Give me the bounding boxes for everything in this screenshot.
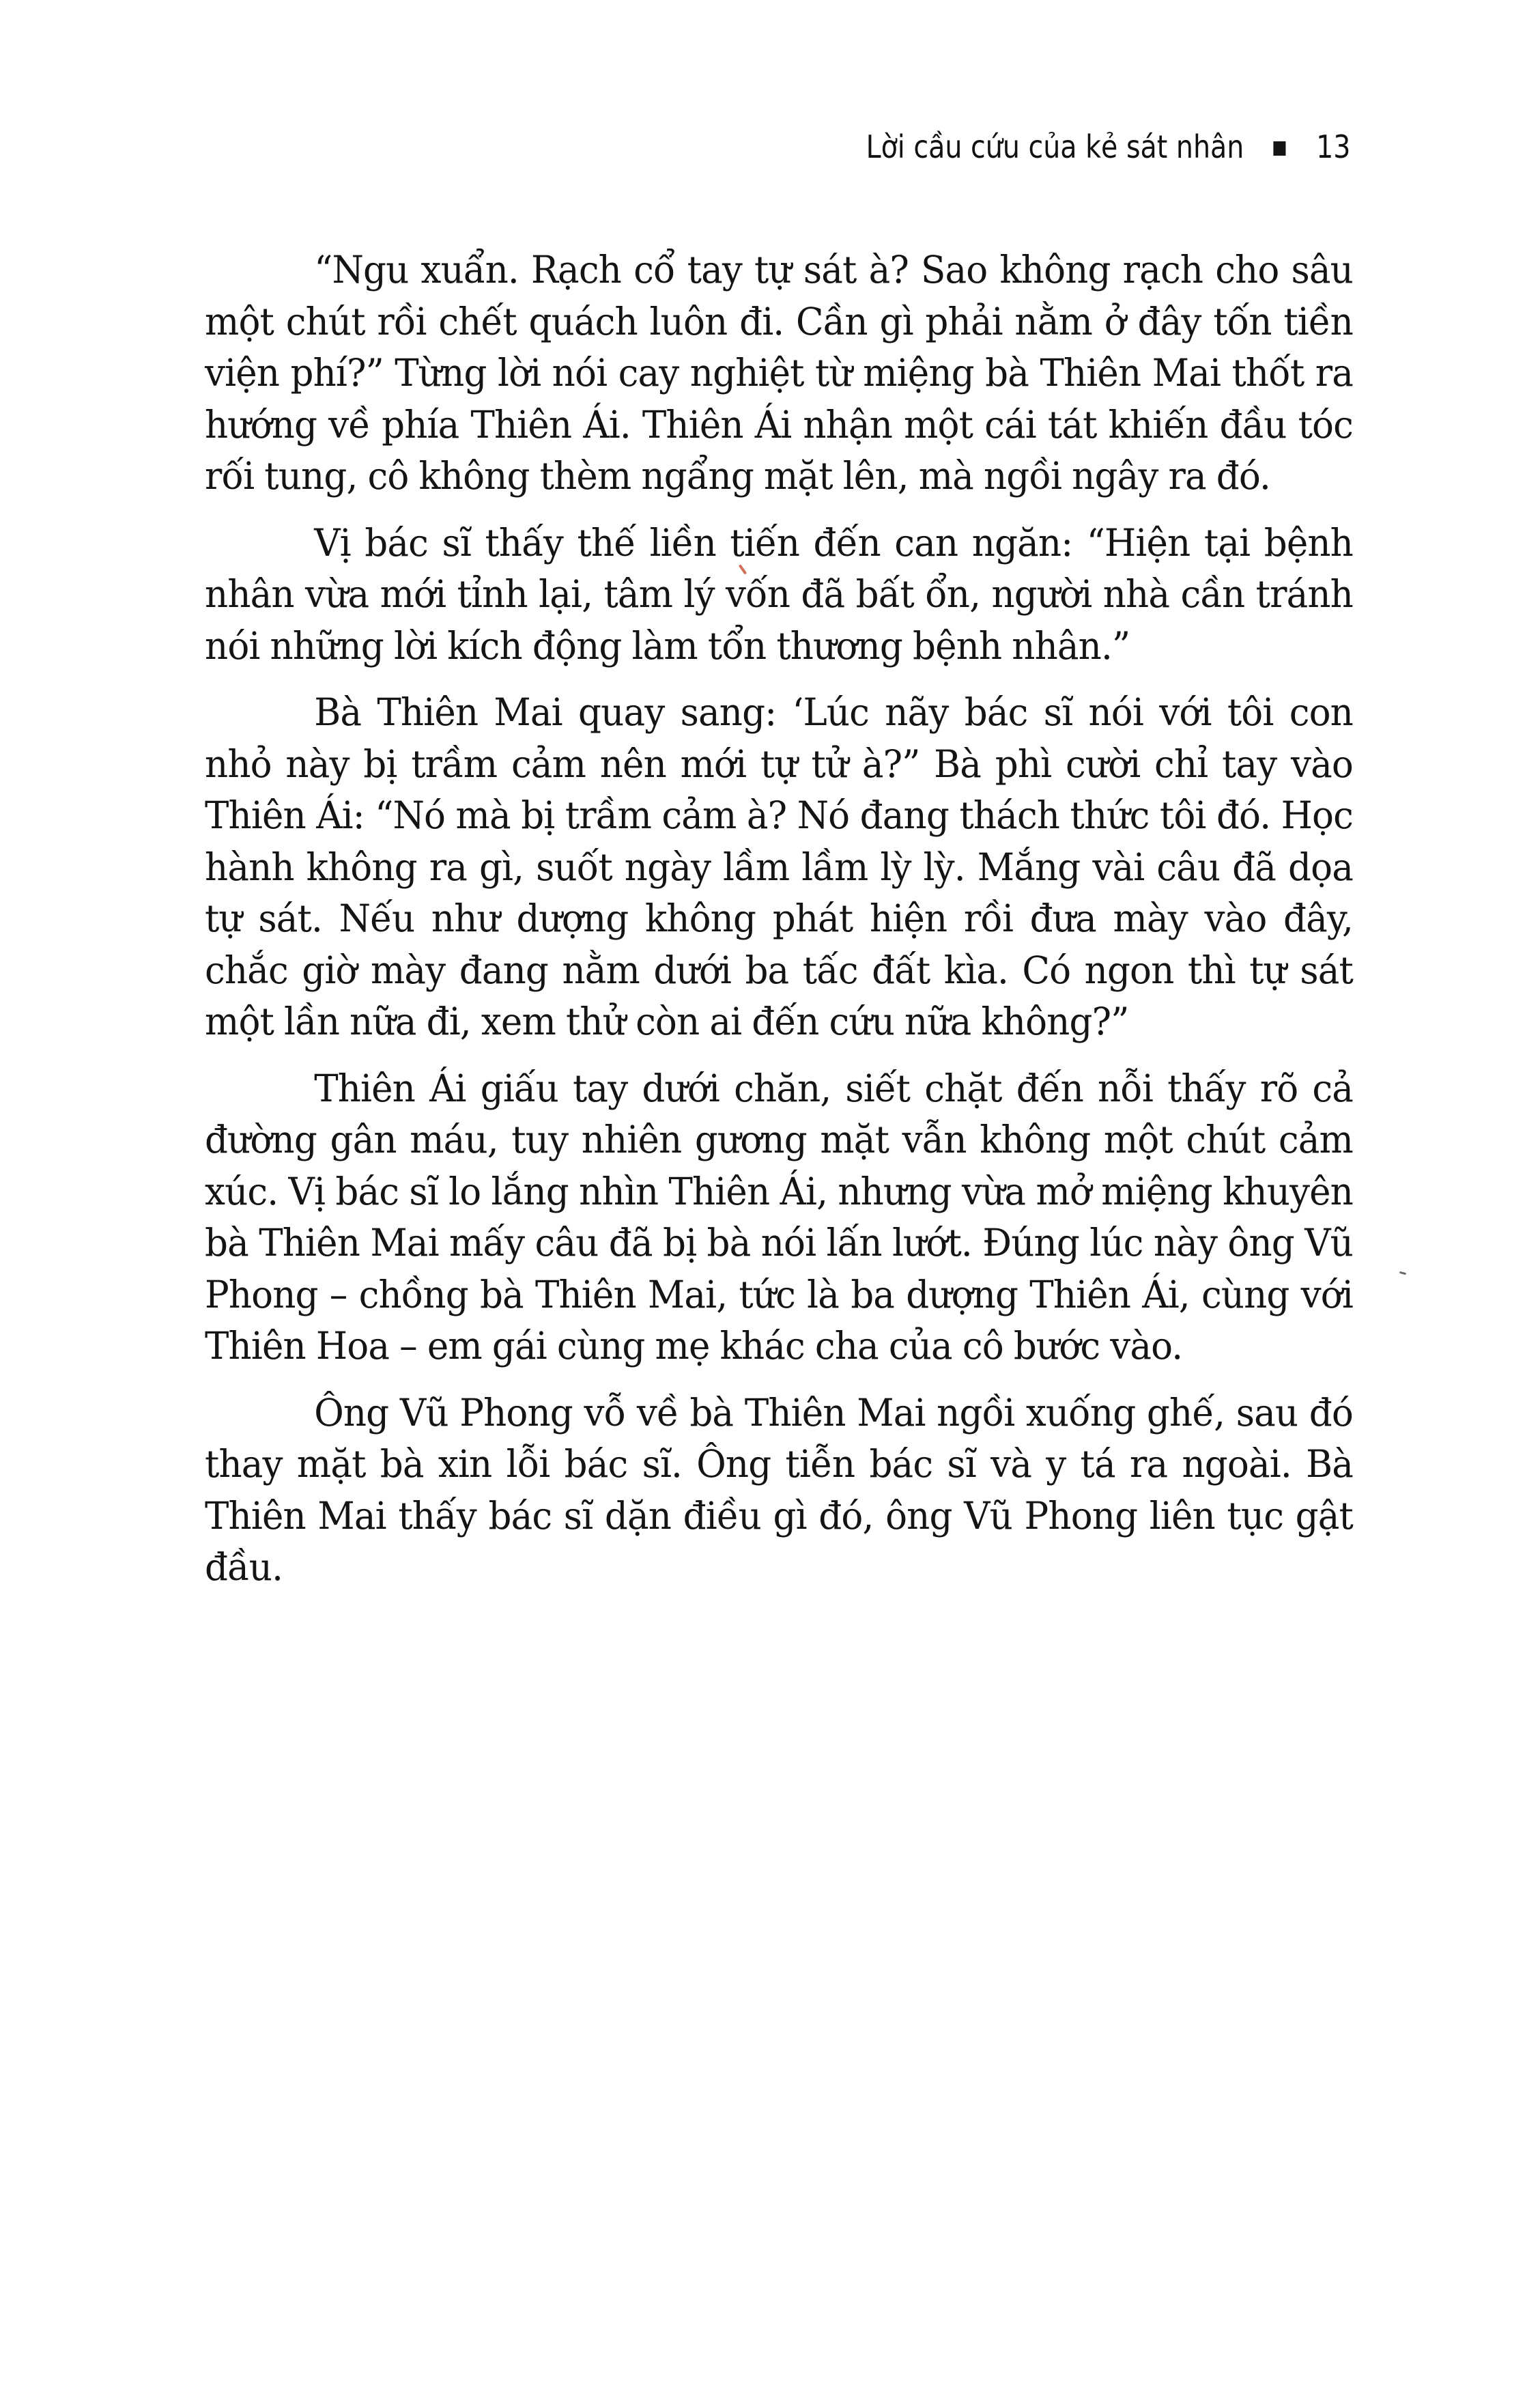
paragraph-5: Ông Vũ Phong vỗ về bà Thiên Mai ngồi xuống ghế, sau đó thay mặt bà xin lỗi bác sĩ. Ông tiễn bác sĩ và y tá ra ngoài. Bà Thiên Mai thấy bác sĩ dặn điều gì đó, ông Vũ Phong liên tục gật đầu. [205,1390,1353,1589]
running-header [866,128,1350,165]
paragraph-3: Bà Thiên Mai quay sang: ‘Lúc nãy bác sĩ nói với tôi con nhỏ này bị trầm cảm nên mới tự tử à?” Bà phì cười chỉ tay vào Thiên Ái: “Nó mà bị trầm cảm à? Nó đang thách thức tôi đó. Học hành không ra gì, suốt ngày lầm lầm lỳ lỳ. Mắng vài câu đã dọa tự sát. Nếu như dượng không phát hiện rồi đưa mày vào đây, chắc giờ mày đang nằm dưới ba tấc đất kìa. Có ngon thì tự sát một lần nữa đi, xem thử còn ai đến cứu nữa không?” [205,690,1353,1043]
scan-speck [1399,1271,1406,1275]
chapter-title: Lời cầu cứu của kẻ sát nhân [866,128,1244,165]
page-number: 13 [1315,128,1350,165]
square-bullet-icon [1273,141,1285,156]
paragraph-2: Vị bác sĩ thấy thế liền tiến đến can ngăn: “Hiện tại bệnh nhân vừa mới tỉnh lại, tâm lý vốn đã bất ổn, người nhà cần tránh nói những lời kích động làm tổn thương bệnh nhân.” [205,520,1353,668]
paragraph-4: Thiên Ái giấu tay dưới chăn, siết chặt đến nỗi thấy rõ cả đường gân máu, tuy nhiên gương mặt vẫn không một chút cảm xúc. Vị bác sĩ lo lắng nhìn Thiên Ái, nhưng vừa mở miệng khuyên bà Thiên Mai mấy câu đã bị bà nói lấn lướt. Đúng lúc này ông Vũ Phong – chồng bà Thiên Mai, tức là ba dượng Thiên Ái, cùng với Thiên Hoa – em gái cùng mẹ khác cha của cô bước vào. [205,1066,1353,1368]
page-body [205,244,1353,1609]
paragraph-1: “Ngu xuẩn. Rạch cổ tay tự sát à? Sao không rạch cho sâu một chút rồi chết quách luôn đi. Cần gì phải nằm ở đây tốn tiền viện phí?” Từng lời nói cay nghiệt từ miệng bà Thiên Mai thốt ra hướng về phía Thiên Ái. Thiên Ái nhận một cái tát khiến đầu tóc rối tung, cô không thèm ngẩng mặt lên, mà ngồi ngây ra đó. [205,248,1353,498]
